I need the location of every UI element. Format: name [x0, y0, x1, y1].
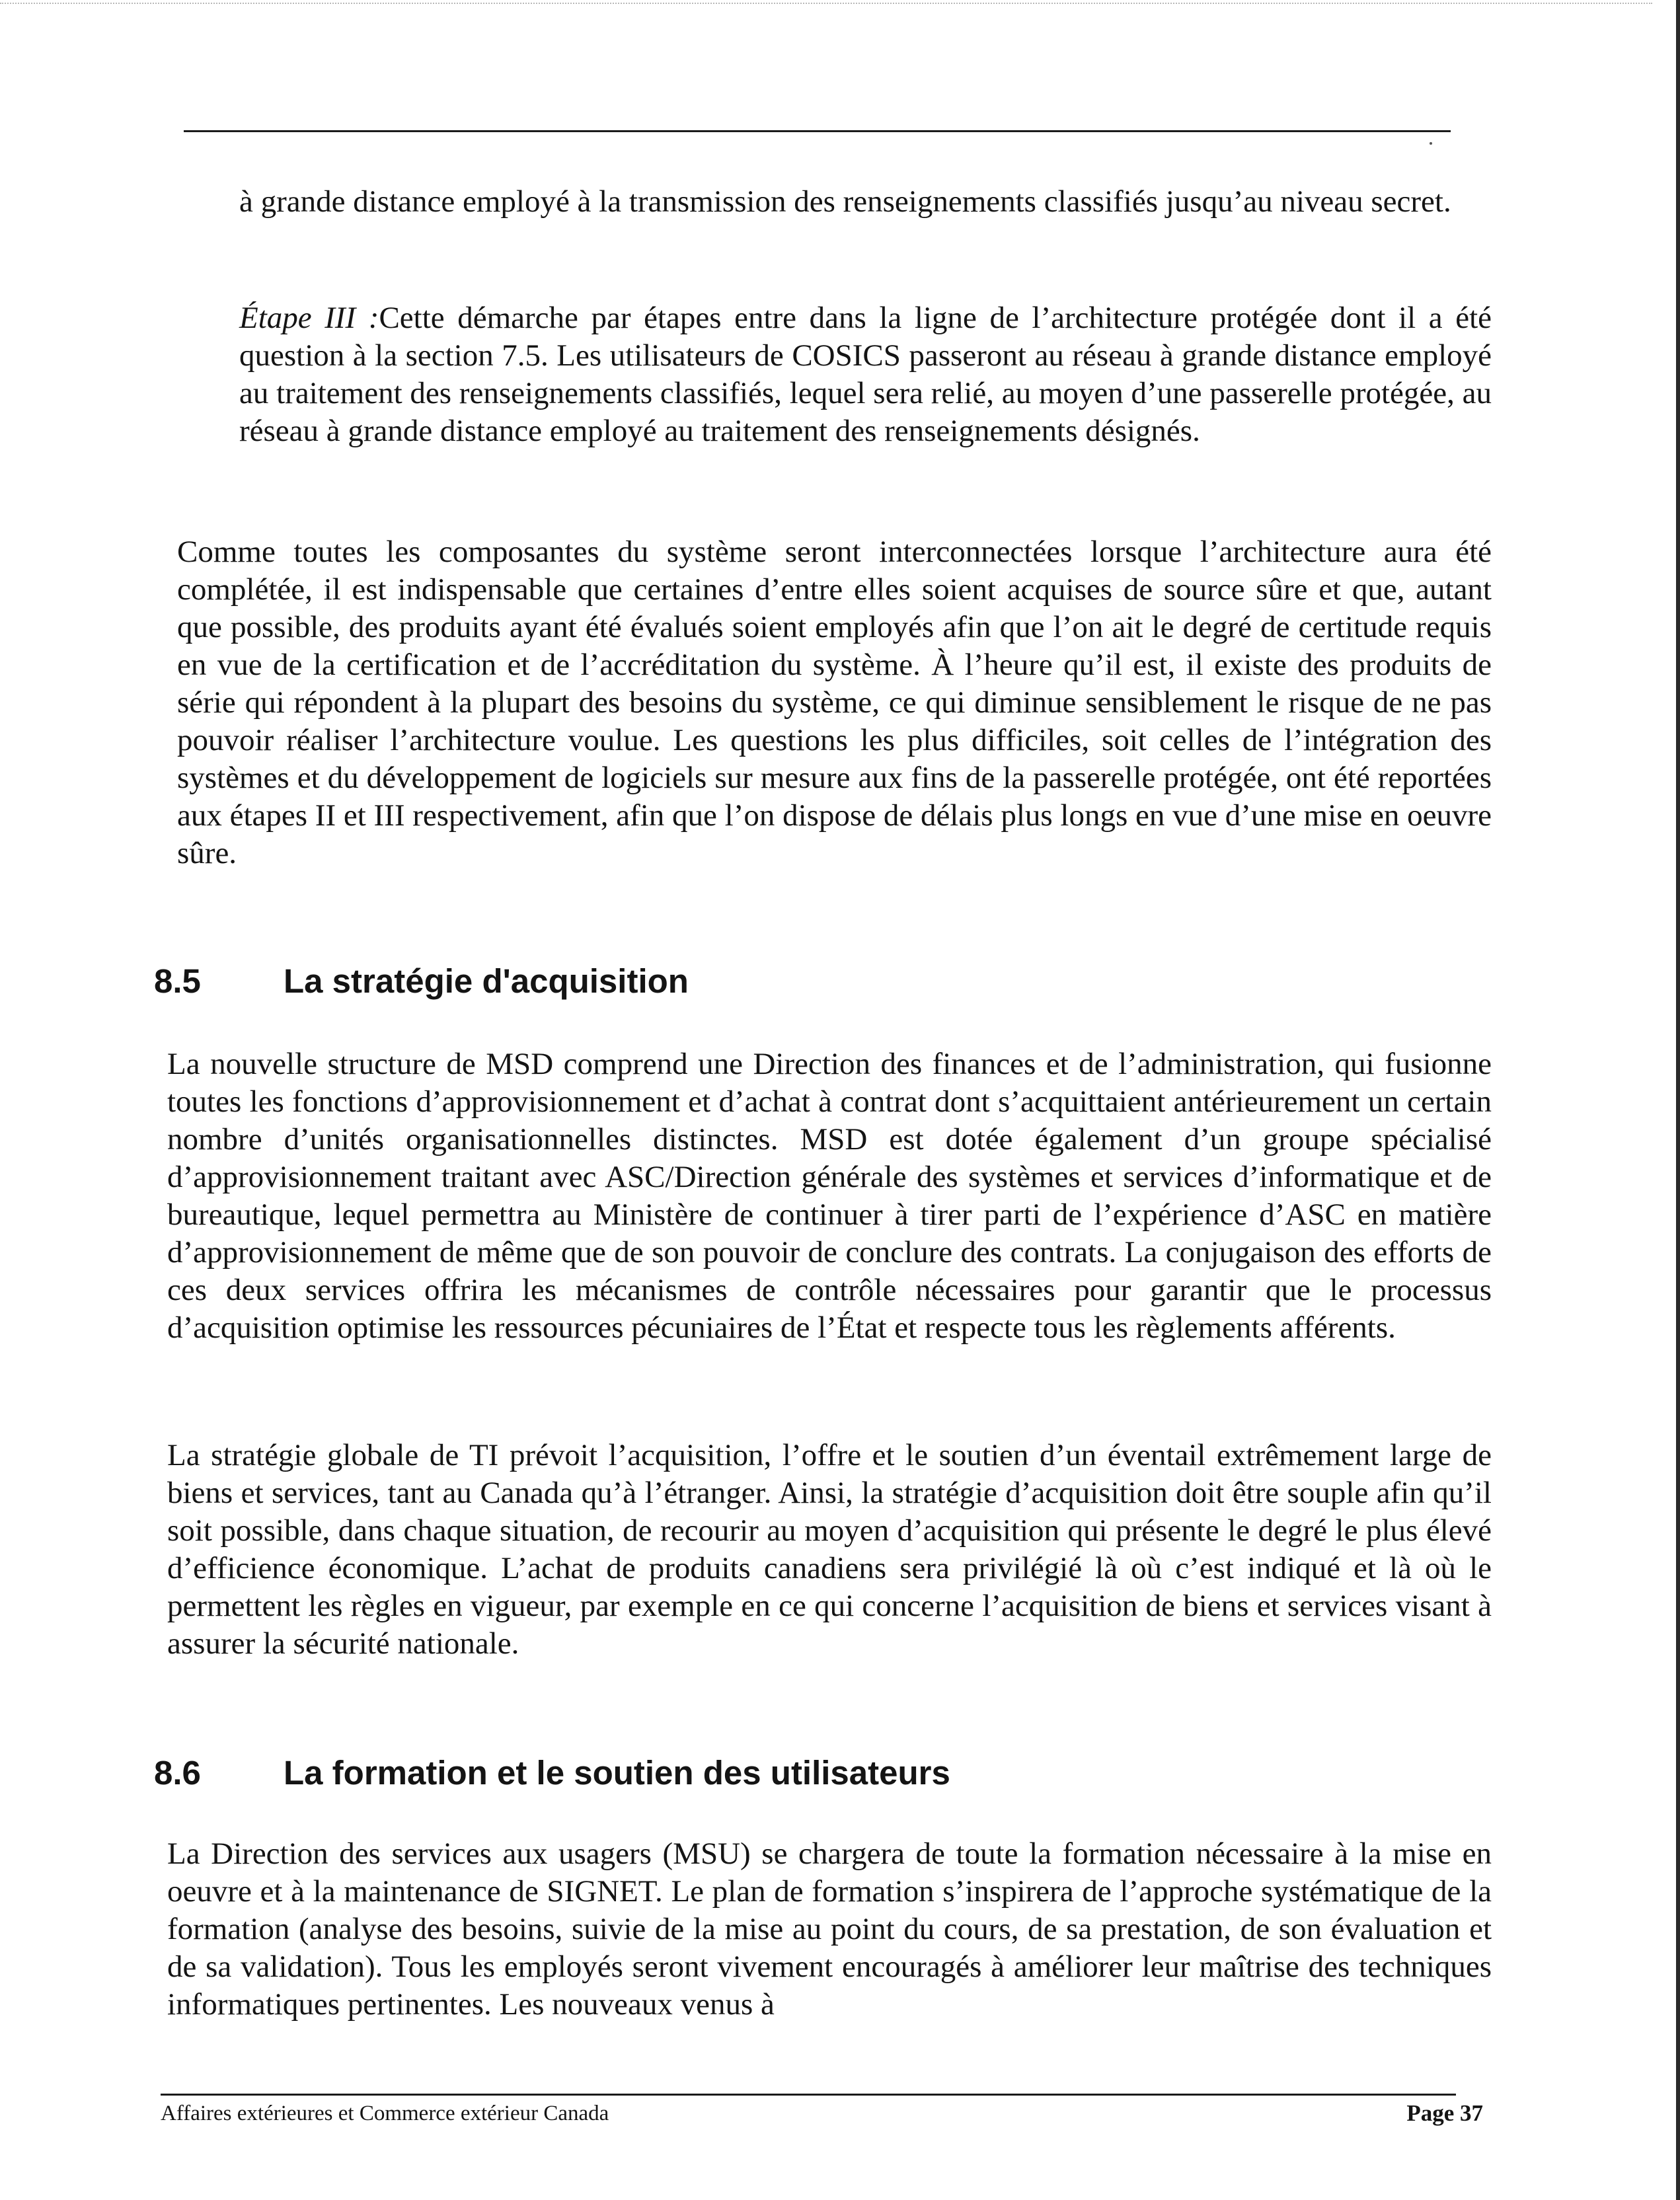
paragraph-msd-structure: La nouvelle structure de MSD comprend une Direction des finances et de l’administration, qui fusionne toutes les fonctions d’approvisionnement et d’achat à contrat dont s’acquittaient antérieurement un certain nombre d’unités organisationnelles distinctes. MSD est dotée également d’un groupe spécialisé d’approvisionnement traitant avec ASC/Direction générale des systèmes et services d’informatique et de bureautique, lequel permettra au Ministère de continuer à tirer parti de l’expérience d’ASC en matière d’approvisionnement de même que de son pouvoir de conclure des contrats. La conjugaison des efforts de ces deux services offrira les mécanismes de contrôle nécessaires pour garantir que le processus d’acquisition optimise les ressources pécuniaires de l’État et respecte tous les règlements afférents.: [167, 1047, 1492, 1345]
paragraph-user-training: La Direction des services aux usagers (MSU) se chargera de toute la formation nécessaire à la mise en oeuvre et à la maintenance de SIGNET. Le plan de formation s’inspirera de l’approche systématique de la formation (analyse des besoins, suivie de la mise au point du cours, de sa prestation, de son évaluation et de sa validation). Tous les employés seront vivement encouragés à améliorer leur maîtrise des techniques informatiques pertinentes. Les nouveaux venus à: [167, 1837, 1492, 2022]
section-title: La stratégie d'acquisition: [284, 962, 689, 1000]
section-heading-8-5: [154, 962, 689, 1001]
scan-top-edge: [0, 3, 1652, 5]
paragraph-etape-iii: [239, 299, 1492, 450]
etape-iii-lead: Étape III :: [239, 301, 379, 335]
etape-iii-text: Cette démarche par étapes entre dans la ligne de l’architecture protégée dont il a été question à la section 7.5. Les utilisateurs de COSICS passeront au réseau à grande distance employé au traitement des renseignements classifiés, lequel sera relié, au moyen d’une passerelle protégée, au réseau à grande distance employé au traitement des renseignements désignés.: [239, 301, 1492, 448]
scan-right-edge: [1676, 0, 1680, 2200]
footer-organization: Affaires extérieures et Commerce extérieur Canada: [161, 2102, 609, 2125]
paragraph-architecture-security: Comme toutes les composantes du système seront interconnectées lorsque l’architecture aura été complétée, il est indispensable que certaines d’entre elles soient acquises de source sûre et que, autant que possible, des produits ayant été évalués soient employés afin que l’on ait le degré de certitude requis en vue de la certification et de l’accréditation du système. À l’heure qu’il est, il existe des produits de série qui répondent à la plupart des besoins du système, ce qui diminue sensiblement le risque de ne pas pouvoir réaliser l’architecture voulue. Les questions les plus difficiles, soit celles de l’intégration des systèmes et du développement de logiciels sur mesure aux fins de la passerelle protégée, ont été reportées aux étapes II et III respectivement, afin que l’on dispose de délais plus longs en vue d’une mise en oeuvre sûre.: [177, 535, 1492, 870]
page-number: Page 37: [1406, 2100, 1483, 2126]
section-heading-8-6: [154, 1753, 950, 1793]
section-number: 8.6: [154, 1754, 201, 1792]
section-number: 8.5: [154, 962, 201, 1000]
scan-speck: [1430, 142, 1432, 145]
header-rule: [184, 130, 1451, 132]
footer-rule: [161, 2094, 1456, 2096]
paragraph-etape-ii-continuation: à grande distance employé à la transmission des renseignements classifiés jusqu’au niveau secret.: [239, 184, 1451, 219]
paragraph-ti-strategy: La stratégie globale de TI prévoit l’acquisition, l’offre et le soutien d’un éventail extrêmement large de biens et services, tant au Canada qu’à l’étranger. Ainsi, la stratégie d’acquisition doit être souple afin qu’il soit possible, dans chaque situation, de recourir au moyen d’acquisition qui présente le degré le plus élevé d’efficience économique. L’achat de produits canadiens sera privilégié là où c’est indiqué et là où le permettent les règles en vigueur, par exemple en ce qui concerne l’acquisition de biens et services visant à assurer la sécurité nationale.: [167, 1438, 1492, 1661]
section-title: La formation et le soutien des utilisateurs: [284, 1754, 950, 1792]
